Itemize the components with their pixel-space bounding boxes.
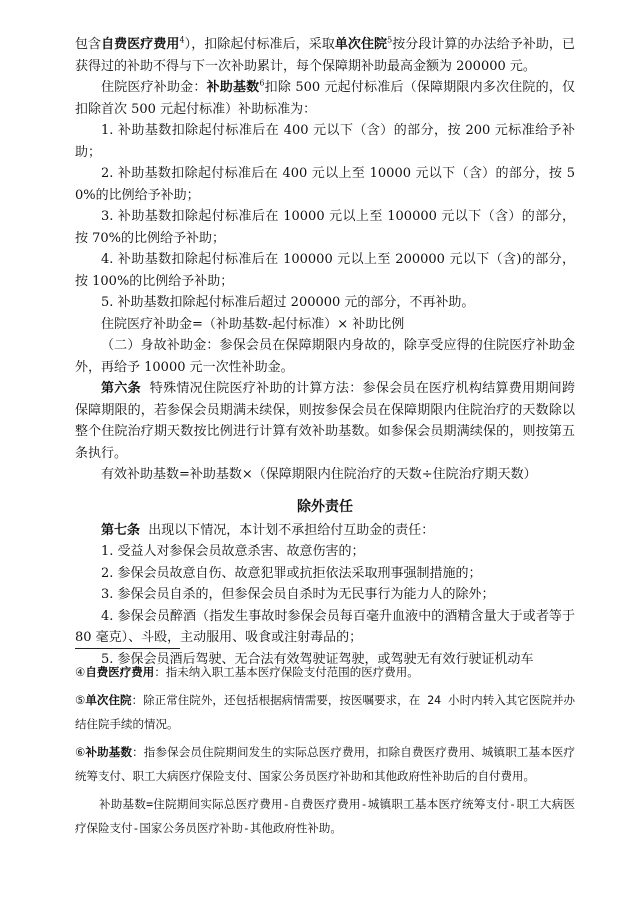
- text-segment: 包含: [75, 37, 102, 52]
- paragraph-subsidy-standard: [75, 77, 575, 120]
- term-single-hospitalization: 单次住院: [334, 37, 388, 52]
- paragraph-death-benefit: （二）身故补助金：参保会员在保障期限内身故的，除享受应得的住院医疗补助金外，再给予 10000 元一次性补助金。: [75, 338, 575, 375]
- footnote-term: 自费医疗费用: [85, 665, 155, 679]
- footnote-marker: ⑥: [75, 745, 86, 759]
- footnote-ref-4[interactable]: 4: [179, 35, 185, 45]
- footnote-4: [75, 660, 575, 684]
- list-item-tier-4: 4. 补助基数扣除起付标准后在 100000 元以上至 200000 元以下（含)的部分，按 100%的比例给予补助；: [75, 252, 575, 289]
- list-item-tier-1: 1. 补助基数扣除起付标准后在 400 元以下（含）的部分，按 200 元标准给予补助；: [75, 123, 575, 160]
- footnote-marker: ④: [75, 665, 86, 679]
- text-segment: 住院医疗补助金：: [101, 80, 207, 95]
- list-item-tier-2: 2. 补助基数扣除起付标准后在 400 元以上至 10000 元以下（含）的部分，按 50%的比例给予补助；: [75, 166, 575, 203]
- footnote-text: ：除正常住院外，还包括根据病情需要，按医嘱要求，在 24 小时内转入其它医院并办结住院手续的情况。: [75, 693, 576, 731]
- footnote-5: [75, 688, 575, 736]
- article-number: 第六条: [101, 381, 141, 396]
- text-segment: 按分段计算的办法给予补助，已获得过的补助不得与下一次补助累计，每个保障期补助最高金额为 200000 元。: [75, 37, 575, 74]
- term-subsidy-base: 补助基数: [206, 80, 260, 95]
- footnote-term: 补助基数: [85, 745, 133, 759]
- article-text: 出现以下情况，本计划不承担给付互助金的责任：: [148, 522, 435, 538]
- footnote-6: [75, 740, 575, 788]
- footnote-term: 单次住院: [85, 693, 132, 707]
- footnote-text: ：指参保会员住院期间发生的实际总医疗费用，扣除自费医疗费用、城镇职工基本医疗统筹支付、职工大病医疗保险支付、国家公务员医疗补助和其他政府性补助后的自付费用。: [75, 745, 576, 783]
- footnote-ref-5[interactable]: 5: [387, 35, 393, 45]
- list-item-exclusion-1: 1. 受益人对参保会员故意杀害、故意伤害的；: [101, 544, 365, 559]
- footnote-text: ：指未纳入职工基本医疗保险支付范围的医疗费用。: [154, 665, 419, 679]
- section-heading-exclusions: 除外责任: [297, 498, 353, 515]
- text-segment: ），扣除起付标准后，采取: [184, 37, 335, 52]
- term-self-paid-costs: 自费医疗费用: [101, 37, 180, 52]
- list-item-exclusion-4: 4. 参保会员醉酒（指发生事故时参保会员每百毫升血液中的酒精含量大于或者等于 80 毫克）、斗殴，主动服用、吸食或注射毒品的；: [75, 608, 575, 645]
- footnotes: [75, 660, 575, 844]
- paragraph-hospital-subsidy-rule: [75, 34, 575, 77]
- list-item-exclusion-2: 2. 参保会员故意自伤、故意犯罪或抗拒依法采取刑事强制措施的；: [101, 565, 482, 581]
- footnote-6-formula: 补助基数=住院期间实际总医疗费用-自费医疗费用-城镇职工基本医疗统筹支付-职工大病医疗保险支付-国家公务员医疗补助-其他政府性补助。: [75, 797, 575, 835]
- article-7: [75, 520, 575, 542]
- formula-hospital-subsidy: 住院医疗补助金=（补助基数-起付标准）× 补助比例: [101, 316, 405, 332]
- text-segment: 扣除 500 元起付标准后（保障期限内多次住院的，仅扣除首次 500 元起付标准）补助标准为：: [75, 80, 575, 117]
- document-body: [75, 34, 575, 670]
- formula-effective-base: 有效补助基数=补助基数×（保障期限内住院治疗的天数÷住院治疗期天数）: [101, 467, 537, 482]
- list-item-tier-3: 3. 补助基数扣除起付标准后在 10000 元以上至 100000 元以下（含）的部分，按 70%的比例给予补助；: [75, 209, 575, 246]
- article-text: 特殊情况住院医疗补助的计算方法：参保会员在医疗机构结算费用期间跨保障期限的，若参保会员期满未续保，则按参保会员在保障期限内住院治疗的天数除以整个住院治疗期天数按比例进行计算有效补助基数。如参保会员期满续保的，则按第五条执行。: [75, 381, 575, 461]
- article-number: 第七条: [101, 522, 141, 538]
- footnote-ref-6[interactable]: 6: [259, 78, 265, 88]
- list-item-exclusion-3: 3. 参保会员自杀的，但参保会员自杀时为无民事行为能力人的除外；: [101, 587, 495, 602]
- article-6: [75, 378, 575, 464]
- footnote-marker: ⑤: [75, 693, 86, 707]
- footnote-separator: [75, 648, 180, 649]
- list-item-exclusion-5: 5. 参保会员酒后驾驶、无合法有效驾驶证驾驶，或驾驶无有效行驶证机动车: [101, 651, 534, 667]
- list-item-tier-5: 5. 补助基数扣除起付标准后超过 200000 元的部分，不再补助。: [101, 295, 475, 310]
